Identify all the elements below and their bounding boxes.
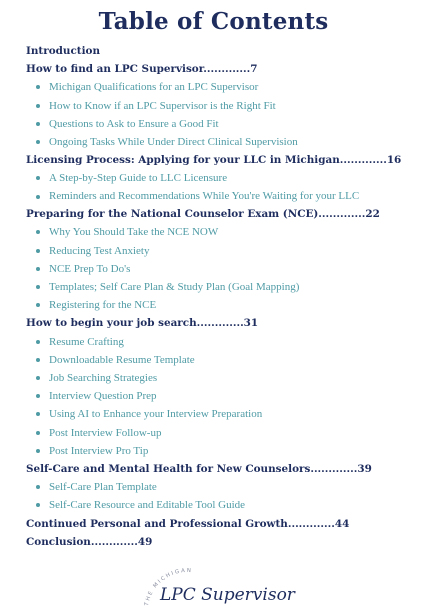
toc-item-label: Post Interview Pro Tip	[49, 444, 149, 457]
toc-item-label: Interview Question Prep	[49, 390, 157, 403]
section-nce-items	[26, 223, 417, 314]
bullet-icon	[36, 503, 40, 507]
toc-item[interactable]	[26, 405, 417, 423]
bullet-icon	[36, 285, 40, 289]
bullet-icon	[36, 340, 40, 344]
logo-main-text: LPC Supervisor	[160, 585, 295, 605]
toc-item-label: Reminders and Recommendations While You're Waiting for your LLC	[49, 189, 360, 202]
toc-item-label: Why You Should Take the NCE NOW	[49, 226, 219, 239]
section-licensing-items	[26, 169, 417, 205]
section-conclusion[interactable]: Conclusion.............49	[26, 535, 153, 548]
toc-item[interactable]	[26, 223, 417, 241]
toc-item[interactable]	[26, 97, 417, 115]
bullet-icon	[36, 104, 40, 108]
section-self-care-items	[26, 478, 417, 514]
toc-item-label: NCE Prep To Do's	[49, 262, 131, 275]
page-title: Table of Contents	[98, 8, 329, 35]
toc-item[interactable]	[26, 333, 417, 351]
toc-item[interactable]	[26, 242, 417, 260]
toc-item[interactable]	[26, 296, 417, 314]
bullet-icon	[36, 122, 40, 126]
bullet-icon	[36, 412, 40, 416]
toc-item[interactable]	[26, 351, 417, 369]
section-find-supervisor[interactable]: How to find an LPC Supervisor.............7	[26, 63, 258, 76]
toc-item-label: Self-Care Plan Template	[49, 481, 157, 494]
toc-item-label: Registering for the NCE	[49, 299, 157, 312]
section-nce[interactable]: Preparing for the National Counselor Exam (NCE).............22	[26, 208, 380, 221]
toc-item-label: Questions to Ask to Ensure a Good Fit	[49, 117, 219, 130]
bullet-icon	[36, 376, 40, 380]
toc-item[interactable]	[26, 387, 417, 405]
section-job-search-items	[26, 333, 417, 460]
toc-item[interactable]	[26, 424, 417, 442]
bullet-icon	[36, 267, 40, 271]
toc-item[interactable]	[26, 78, 417, 96]
toc-item-label: Using AI to Enhance your Interview Preparation	[49, 408, 263, 421]
bullet-icon	[36, 394, 40, 398]
bullet-icon	[36, 85, 40, 89]
toc-item-label: How to Know if an LPC Supervisor is the Right Fit	[49, 99, 276, 112]
toc-list	[26, 42, 417, 551]
section-find-supervisor-items	[26, 78, 417, 151]
bullet-icon	[36, 176, 40, 180]
bullet-icon	[36, 431, 40, 435]
section-job-search[interactable]: How to begin your job search.............31	[26, 317, 259, 330]
toc-item[interactable]	[26, 278, 417, 296]
bullet-icon	[36, 449, 40, 453]
toc-item-label: Templates; Self Care Plan & Study Plan (Goal Mapping)	[49, 280, 300, 293]
toc-item-label: Downloadable Resume Template	[49, 353, 195, 366]
toc-item-label: Post Interview Follow-up	[49, 426, 162, 439]
toc-item-label: Ongoing Tasks While Under Direct Clinical Supervision	[49, 136, 298, 149]
bullet-icon	[36, 358, 40, 362]
toc-item-label: Michigan Qualifications for an LPC Supervisor	[49, 81, 259, 94]
toc-item-label: A Step-by-Step Guide to LLC Licensure	[49, 172, 228, 185]
bullet-icon	[36, 249, 40, 253]
section-introduction[interactable]: Introduction	[26, 45, 100, 57]
lpc-supervisor-logo	[130, 568, 300, 608]
bullet-icon	[36, 485, 40, 489]
toc-item[interactable]	[26, 188, 417, 206]
toc-item-label: Reducing Test Anxiety	[49, 244, 150, 257]
toc-item[interactable]	[26, 169, 417, 187]
toc-item[interactable]	[26, 369, 417, 387]
bullet-icon	[36, 230, 40, 234]
toc-item-label: Job Searching Strategies	[49, 371, 158, 384]
toc-item[interactable]	[26, 260, 417, 278]
section-licensing[interactable]: Licensing Process: Applying for your LLC in Michigan.............16	[26, 154, 402, 167]
toc-item[interactable]	[26, 496, 417, 514]
bullet-icon	[36, 303, 40, 307]
bullet-icon	[36, 140, 40, 144]
logo-top-text: THE MICHIGAN	[144, 568, 193, 607]
toc-item[interactable]	[26, 133, 417, 151]
toc-item[interactable]	[26, 478, 417, 496]
section-growth[interactable]: Continued Personal and Professional Growth.............44	[26, 517, 350, 530]
bullet-icon	[36, 195, 40, 199]
toc-item[interactable]	[26, 442, 417, 460]
toc-item-label: Resume Crafting	[49, 335, 124, 348]
section-self-care[interactable]: Self-Care and Mental Health for New Counselors.............39	[26, 462, 372, 475]
toc-item-label: Self-Care Resource and Editable Tool Guide	[49, 499, 246, 512]
toc-item[interactable]	[26, 115, 417, 133]
